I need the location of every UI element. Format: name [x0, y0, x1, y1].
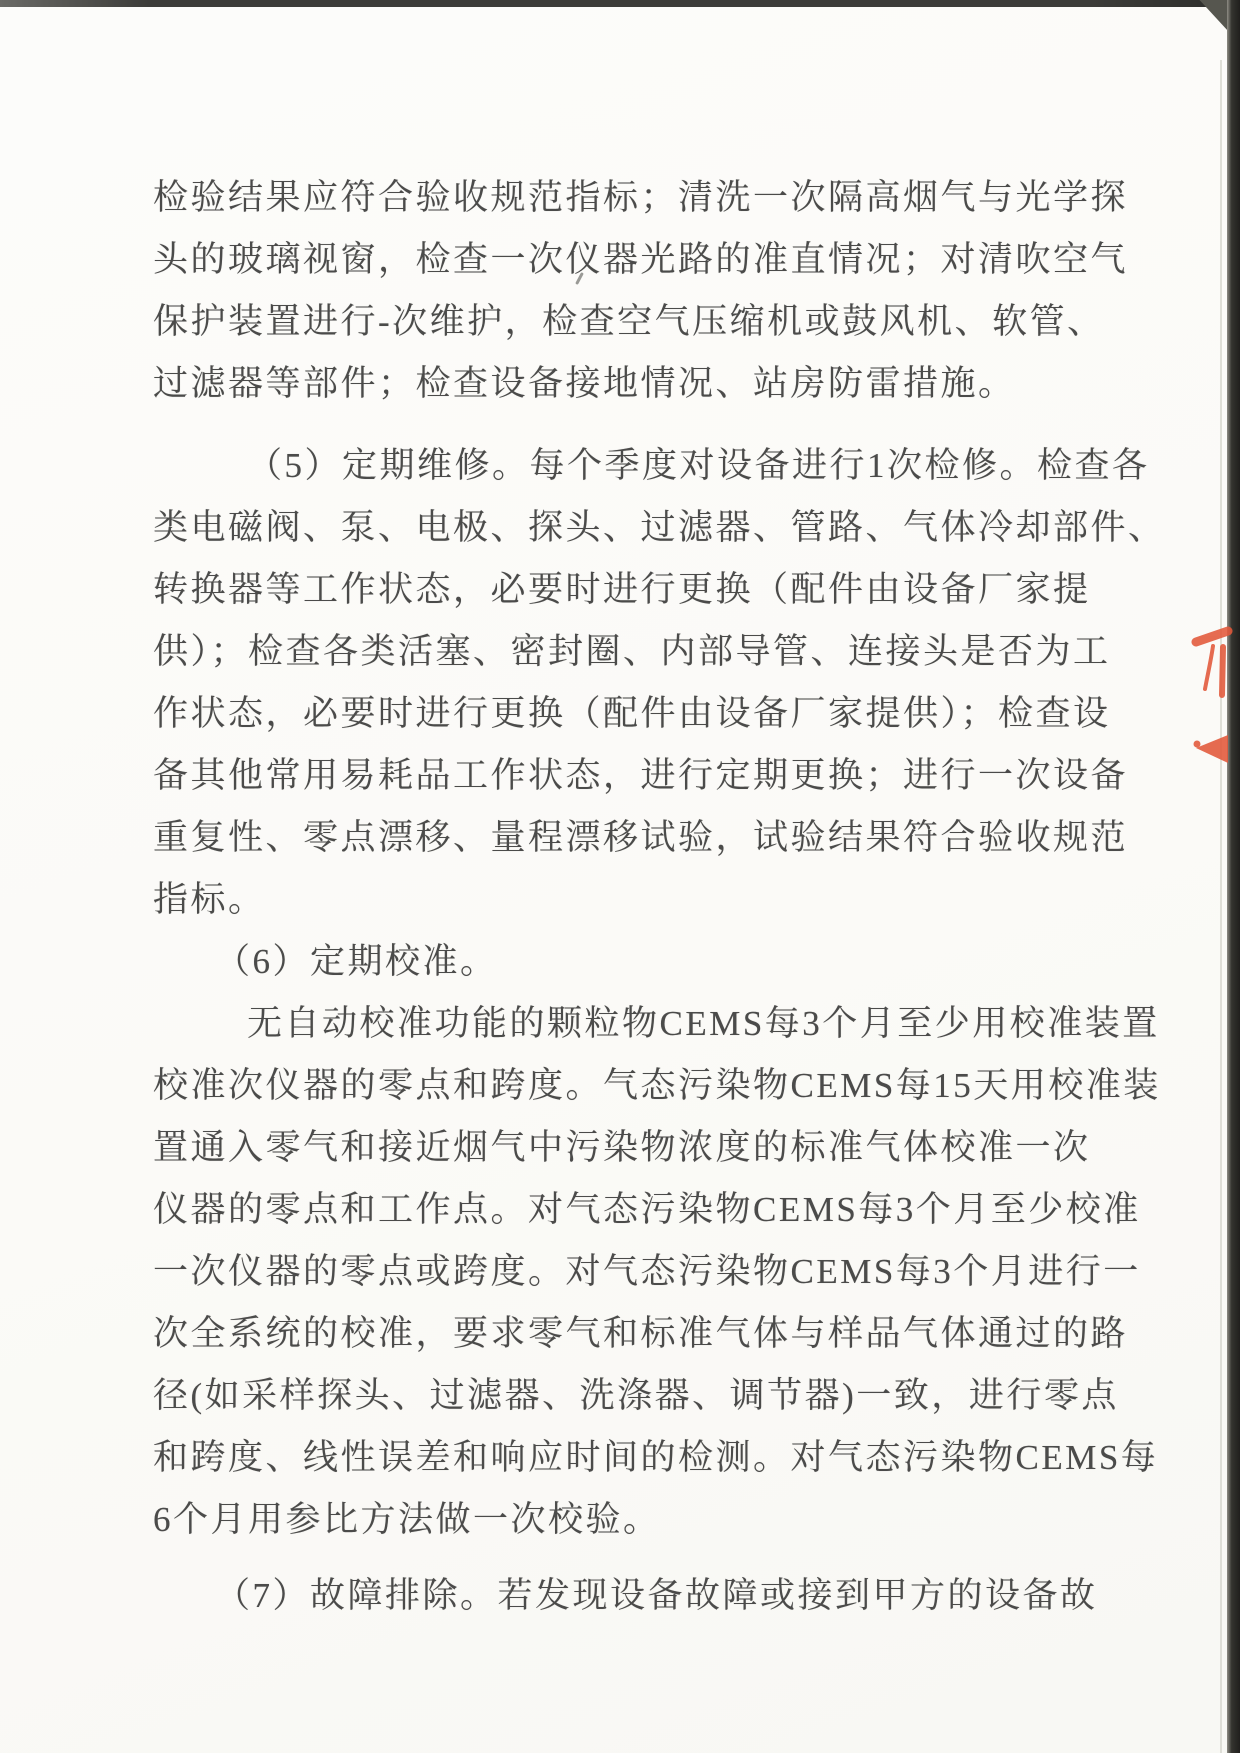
text-line: 转换器等工作状态，必要时进行更换（配件由设备厂家提	[153, 570, 1091, 609]
text-line: 指标。	[153, 880, 266, 919]
text-line: （5）定期维修。每个季度对设备进行1次检修。检查各	[247, 446, 1150, 485]
text-line: 检验结果应符合验收规范指标；清洗一次隔高烟气与光学探	[153, 178, 1129, 217]
scan-edge-top	[0, 0, 1240, 7]
text-line: 类电磁阀、泵、电极、探头、过滤器、管路、气体冷却部件、	[153, 508, 1166, 547]
text-line: 一次仪器的零点或跨度。对气态污染物CEMS每3个月进行一	[153, 1252, 1141, 1291]
text-line: 置通入零气和接近烟气中污染物浓度的标准气体校准一次	[153, 1128, 1091, 1167]
text-line: （7）故障排除。若发现设备故障或接到甲方的设备故	[215, 1576, 1098, 1615]
text-line: 仪器的零点和工作点。对气态污染物CEMS每3个月至少校准	[153, 1190, 1141, 1229]
text-line: 径(如采样探头、过滤器、洗涤器、调节器)一致，进行零点	[153, 1376, 1119, 1415]
text-line: 校准次仪器的零点和跨度。气态污染物CEMS每15天用校准装	[153, 1066, 1161, 1105]
page-edge-shadow-line	[1220, 60, 1222, 1753]
text-line: 次全系统的校准，要求零气和标准气体与样品气体通过的路	[153, 1314, 1129, 1353]
text-line: 6个月用参比方法做一次校验。	[153, 1500, 661, 1539]
text-line: （6）定期校准。	[215, 942, 498, 981]
scan-edge-right	[1227, 0, 1240, 1753]
text-line: 保护装置进行-次维护，检查空气压缩机或鼓风机、软管、	[153, 302, 1105, 341]
text-line: 备其他常用易耗品工作状态，进行定期更换；进行一次设备	[153, 756, 1129, 795]
document-text	[153, 167, 1166, 1627]
text-line: 无自动校准功能的颗粒物CEMS每3个月至少用校准装置	[247, 1004, 1160, 1043]
text-line: 作状态，必要时进行更换（配件由设备厂家提供）；检查设	[153, 694, 1111, 733]
text-line: 重复性、零点漂移、量程漂移试验，试验结果符合验收规范	[153, 818, 1129, 857]
text-line: 头的玻璃视窗，检查一次仪器光路的准直情况；对清吹空气	[153, 240, 1129, 279]
text-line: 供）；检查各类活塞、密封圈、内部导管、连接头是否为工	[153, 632, 1111, 671]
text-line: 和跨度、线性误差和响应时间的检测。对气态污染物CEMS每	[153, 1438, 1159, 1477]
text-line: 过滤器等部件；检查设备接地情况、站房防雷措施。	[153, 364, 1016, 403]
